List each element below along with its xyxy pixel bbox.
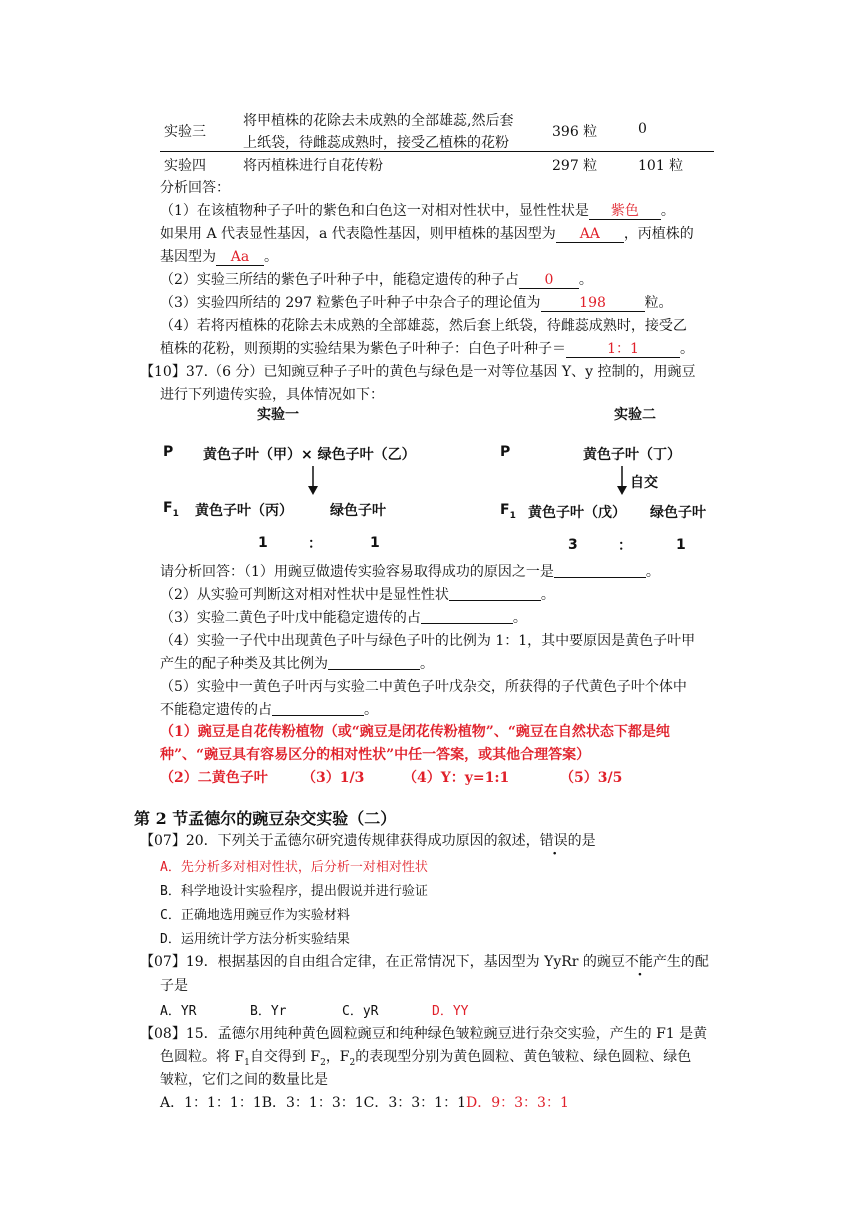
q07-19-stem-line2: 子是 bbox=[160, 978, 188, 994]
q37-answer-3: （3）1/3 bbox=[302, 770, 365, 786]
q37-answer-2: （2）二黄色子叶 bbox=[160, 770, 268, 786]
exp2-ratio-b: 1 bbox=[676, 537, 686, 553]
answer-q2: 0 bbox=[519, 273, 579, 289]
analysis-q4-line1: （4）若将丙植株的花除去未成熟的全部雄蕊，然后套上纸袋，待雌蕊成熟时，接受乙 bbox=[160, 318, 687, 334]
answer-q4: 1：1 bbox=[566, 342, 680, 358]
q07-19-option-d: D．YY bbox=[432, 1004, 469, 1019]
table-row3-desc-1: 将甲植株的花除去未成熟的全部雄蕊,然后套 bbox=[243, 113, 514, 129]
q07-19-option-a: A．YR bbox=[160, 1004, 197, 1019]
q07-20-option-a: A．先分析多对相对性状，后分析一对相对性状 bbox=[160, 860, 428, 875]
q07-19-option-c: C．yR bbox=[342, 1004, 379, 1019]
q37-sub2: （2）从实验可判断这对相对性状中是显性性状 。 bbox=[160, 587, 555, 603]
analysis-q1-line1: （1）在该植物种子子叶的紫色和白色这一对相对性状中，显性性状是 紫色 。 bbox=[160, 203, 675, 219]
answer-q3: 198 bbox=[541, 296, 645, 312]
exp2-f1-label: $F_1$ bbox=[500, 502, 516, 521]
emphasis-cannot: 不能 bbox=[624, 954, 653, 970]
exp1-p-label: P bbox=[163, 444, 174, 460]
section-title: 第 2 节孟德尔的豌豆杂交实验（二） bbox=[134, 809, 397, 828]
answer-genotype-bing: Aa bbox=[216, 250, 264, 266]
exp1-parents: 黄色子叶（甲）× 绿色子叶（乙） bbox=[203, 447, 416, 463]
q07-20-stem: 【07】20．下列关于孟德尔研究遗传规律获得成功原因的叙述，错误的是 bbox=[140, 830, 596, 850]
exp2-selfing-label: 自交 bbox=[630, 475, 658, 491]
q08-15-line2: 色圆粒。将 $F_1$自交得到 $F_2$，$F_2$的表现型分别为黄色圆粒、黄色皱粒、绿色圆粒、绿色 bbox=[160, 1049, 692, 1068]
q07-20-option-d: D．运用统计学方法分析实验结果 bbox=[160, 932, 350, 947]
q37-answer-1a: （1）豌豆是自花传粉植物（或“豌豆是闭花传粉植物”、“豌豆在自然状态下都是纯 bbox=[160, 724, 670, 740]
table-row4-desc: 将丙植株进行自花传粉 bbox=[243, 158, 383, 174]
exp2-parent: 黄色子叶（丁） bbox=[583, 447, 681, 463]
table-divider bbox=[160, 151, 714, 152]
table-row4-label: 实验四 bbox=[164, 158, 206, 174]
q37-stem-line2: 进行下列遗传实验，具体情况如下： bbox=[160, 387, 384, 403]
q37-sub1: 请分析回答：（1）用豌豆做遗传实验容易取得成功的原因之一是 。 bbox=[160, 564, 660, 580]
table-row3-white: 0 bbox=[638, 121, 647, 137]
answer-genotype-jia: AA bbox=[556, 227, 624, 243]
emphasis-wrong: 错误 bbox=[539, 833, 568, 849]
exp1-arrow-icon bbox=[305, 466, 321, 496]
q07-20-option-b: B．科学地设计实验程序，提出假说并进行验证 bbox=[160, 884, 428, 899]
table-row3-desc-2: 上纸袋，待雌蕊成熟时，接受乙植株的花粉 bbox=[243, 135, 509, 151]
q08-15-line3: 皱粒，它们之间的数量比是 bbox=[160, 1072, 328, 1088]
q08-15-options: A．1：1：1：1B．3：1：3：1C．3：3：1：1D．9：3：3：1 bbox=[160, 1095, 569, 1111]
exp2-title: 实验二 bbox=[614, 407, 656, 423]
exp2-arrow-icon bbox=[614, 466, 630, 496]
table-row3-label: 实验三 bbox=[164, 124, 206, 140]
q07-19-option-b: B．Yr bbox=[250, 1004, 287, 1019]
q37-stem-line1: 【10】37.（6 分）已知豌豆种子子叶的黄色与绿色是一对等位基因 Y、y 控制的，用豌豆 bbox=[140, 364, 696, 380]
exp1-ratio-b: 1 bbox=[370, 535, 380, 551]
q37-answer-1b: 种”、“豌豆具有容易区分的相对性状”中任一答案，或其他合理答案） bbox=[160, 747, 591, 763]
analysis-q3: （3）实验四所结的 297 粒紫色子叶种子中杂合子的理论值为 198 粒。 bbox=[160, 295, 673, 311]
exp1-title: 实验一 bbox=[257, 407, 299, 423]
q37-sub5-line2: 不能稳定遗传的占 。 bbox=[160, 702, 378, 718]
exp2-p-label: P bbox=[500, 444, 511, 460]
table-row4-purple: 297 粒 bbox=[552, 158, 598, 174]
exp1-f1-label: $F_1$ bbox=[163, 500, 179, 519]
blank-s5 bbox=[272, 701, 364, 716]
exp2-f1-green: 绿色子叶 bbox=[650, 505, 706, 521]
exp1-f1-yellow: 黄色子叶（丙） bbox=[195, 503, 293, 519]
exp2-f1-yellow: 黄色子叶（戊） bbox=[528, 505, 626, 521]
answer-dominant: 紫色 bbox=[589, 204, 661, 220]
blank-s3 bbox=[421, 609, 513, 624]
analysis-q2: （2）实验三所结的紫色子叶种子中，能稳定遗传的种子占 0 。 bbox=[160, 272, 593, 288]
exp2-ratio-colon: ： bbox=[618, 538, 632, 554]
q37-sub3: （3）实验二黄色子叶戊中能稳定遗传的占 。 bbox=[160, 610, 527, 626]
exp1-f1-green: 绿色子叶 bbox=[330, 503, 386, 519]
q37-sub5-line1: （5）实验中一黄色子叶丙与实验二中黄色子叶戊杂交，所获得的子代黄色子叶个体中 bbox=[160, 679, 687, 695]
analysis-q1-line3: 基因型为 Aa 。 bbox=[160, 249, 278, 265]
blank-s4 bbox=[328, 655, 420, 670]
analysis-title: 分析回答： bbox=[160, 180, 230, 196]
analysis-q4-line2: 植株的花粉，则预期的实验结果为紫色子叶种子：白色子叶种子＝ 1：1 。 bbox=[160, 341, 694, 357]
blank-s2 bbox=[449, 586, 541, 601]
q37-sub4-line1: （4）实验一子代中出现黄色子叶与绿色子叶的比例为 1：1，其中要原因是黄色子叶甲 bbox=[160, 633, 696, 649]
exp2-ratio-a: 3 bbox=[568, 537, 578, 553]
q37-answer-5: （5）3/5 bbox=[560, 770, 623, 786]
q08-15-line1: 【08】15．孟德尔用纯种黄色圆粒豌豆和纯种绿色皱粒豌豆进行杂交实验，产生的 F1 是黄 bbox=[140, 1026, 708, 1042]
q08-15-option-d: D．9：3：3：1 bbox=[466, 1095, 569, 1111]
exp1-ratio-colon: ： bbox=[308, 536, 322, 552]
exp1-ratio-a: 1 bbox=[258, 535, 268, 551]
table-row3-purple: 396 粒 bbox=[552, 124, 598, 140]
q07-20-option-c: C．正确地选用豌豆作为实验材料 bbox=[160, 908, 350, 923]
q37-sub4-line2: 产生的配子种类及其比例为 。 bbox=[160, 656, 434, 672]
blank-s1 bbox=[554, 563, 646, 578]
analysis-q1-line2: 如果用 A 代表显性基因，a 代表隐性基因，则甲植株的基因型为 AA ，丙植株的 bbox=[160, 226, 694, 242]
q37-answer-4: （4）Y：y=1:1 bbox=[403, 770, 510, 786]
q07-19-stem: 【07】19．根据基因的自由组合定律，在正常情况下，基因型为 YyRr 的豌豆不能产生的配 bbox=[140, 951, 709, 971]
table-row4-white: 101 粒 bbox=[638, 158, 684, 174]
